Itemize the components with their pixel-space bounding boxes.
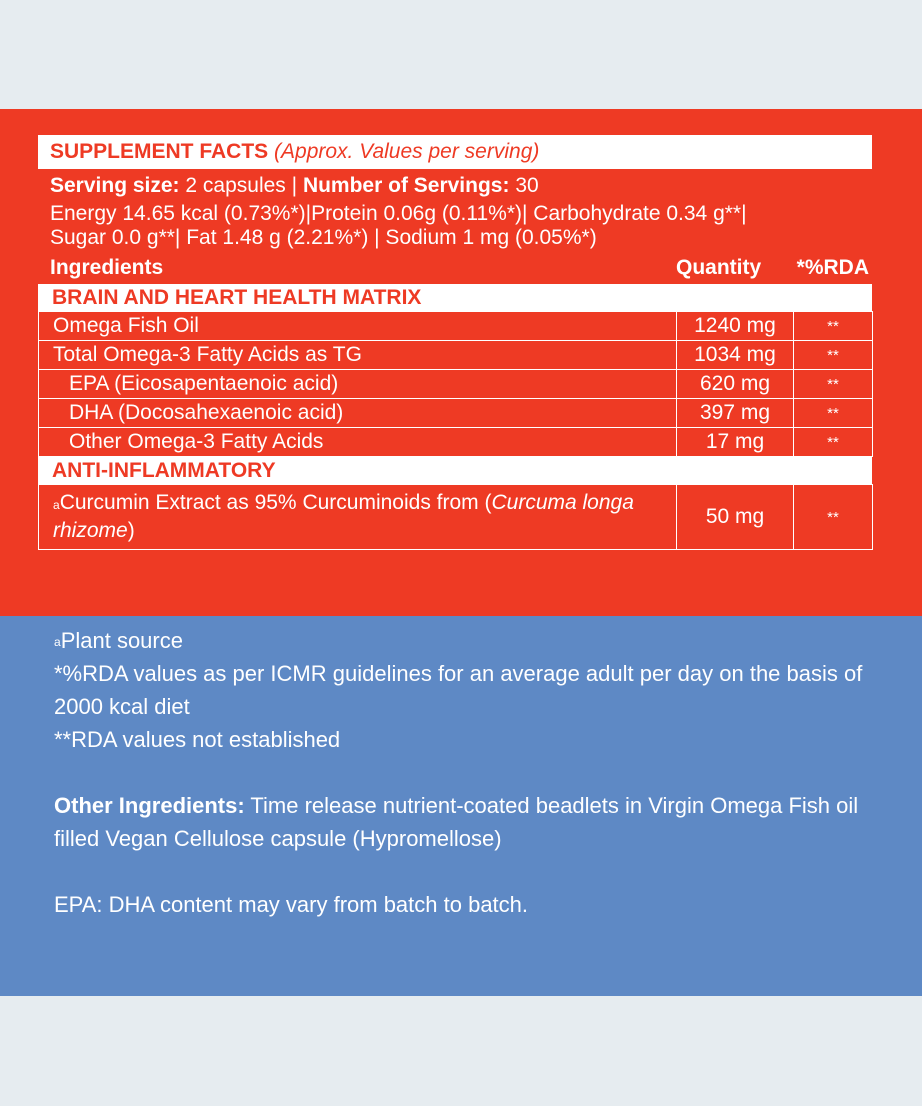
ingredient-rda: ** [794,341,873,370]
facts-title-note: (Approx. Values per serving) [274,140,540,163]
table-row [39,428,873,457]
ingredient-quantity: 17 mg [677,428,794,457]
ingredient-rda: ** [794,428,873,457]
ingredient-rda: ** [794,370,873,399]
ingredient-name [39,485,677,550]
energy-line-1: Energy 14.65 kcal (0.73%*)|Protein 0.06g (0.11%*)| Carbohydrate 0.34 g**| [50,202,747,225]
ingredient-name: Omega Fish Oil [39,312,677,341]
ingredient-quantity: 1240 mg [677,312,794,341]
superscript-marker: a [53,498,60,512]
superscript-marker: a [54,635,61,649]
table-row [39,399,873,428]
table-row [39,485,873,550]
anti-inflammatory-table [38,484,873,550]
energy-line-2: Sugar 0.0 g**| Fat 1.48 g (2.21%*) | Sodium 1 mg (0.05%*) [50,226,597,249]
brain-heart-table [38,311,873,457]
ingredient-quantity: 1034 mg [677,341,794,370]
footnotes [54,624,874,921]
other-ingredients-text: Time release nutrient-coated beadlets in Virgin Omega Fish oil filled Vegan Cellulose capsule (Hypromellose) [54,793,859,851]
serving-info [38,173,872,199]
facts-title: SUPPLEMENT FACTS [50,140,269,163]
servings-value: 30 [515,174,539,197]
rda-not-established-note: **RDA values not established [54,727,341,752]
rda-header: *%RDA [796,256,869,279]
supplement-facts-box [38,135,872,550]
ingredient-name: Other Omega-3 Fatty Acids [39,428,677,457]
ingredient-latin-name: Curcuma longa rhizome [53,491,634,542]
ingredient-rda: ** [794,312,873,341]
epa-dha-note: EPA: DHA content may vary from batch to batch. [54,892,529,917]
ingredient-name: EPA (Eicosapentaenoic acid) [39,370,677,399]
other-ingredients-label: Other Ingredients: [54,793,245,818]
serving-size-value: 2 capsules | [185,174,298,197]
ingredient-name-text: Curcumin Extract as 95% Curcuminoids from ( [59,491,492,514]
ingredient-quantity: 50 mg [677,485,794,550]
section-title-brain-heart: BRAIN AND HEART HEALTH MATRIX [38,284,872,311]
servings-label: Number of Servings: [302,174,510,197]
ingredient-name: Total Omega-3 Fatty Acids as TG [39,341,677,370]
ingredient-name: DHA (Docosahexaenoic acid) [39,399,677,428]
serving-size-label: Serving size: [50,174,180,197]
table-row [39,341,873,370]
other-ingredients [54,789,874,855]
table-row [39,312,873,341]
facts-title-bar [38,135,872,169]
ingredient-quantity: 620 mg [677,370,794,399]
ingredients-header: Ingredients [50,256,164,279]
plant-source-note [54,624,874,657]
ingredient-quantity: 397 mg [677,399,794,428]
column-headers [38,252,872,284]
ingredient-rda: ** [794,485,873,550]
ingredient-rda: ** [794,399,873,428]
table-row [39,370,873,399]
rda-guideline-note: *%RDA values as per ICMR guidelines for an average adult per day on the basis of 2000 kcal diet [54,661,863,719]
quantity-header: Quantity [676,256,762,279]
plant-source-text: Plant source [60,628,183,653]
ingredient-name-end: ) [127,519,135,542]
section-title-anti-inflammatory: ANTI-INFLAMMATORY [38,457,872,484]
